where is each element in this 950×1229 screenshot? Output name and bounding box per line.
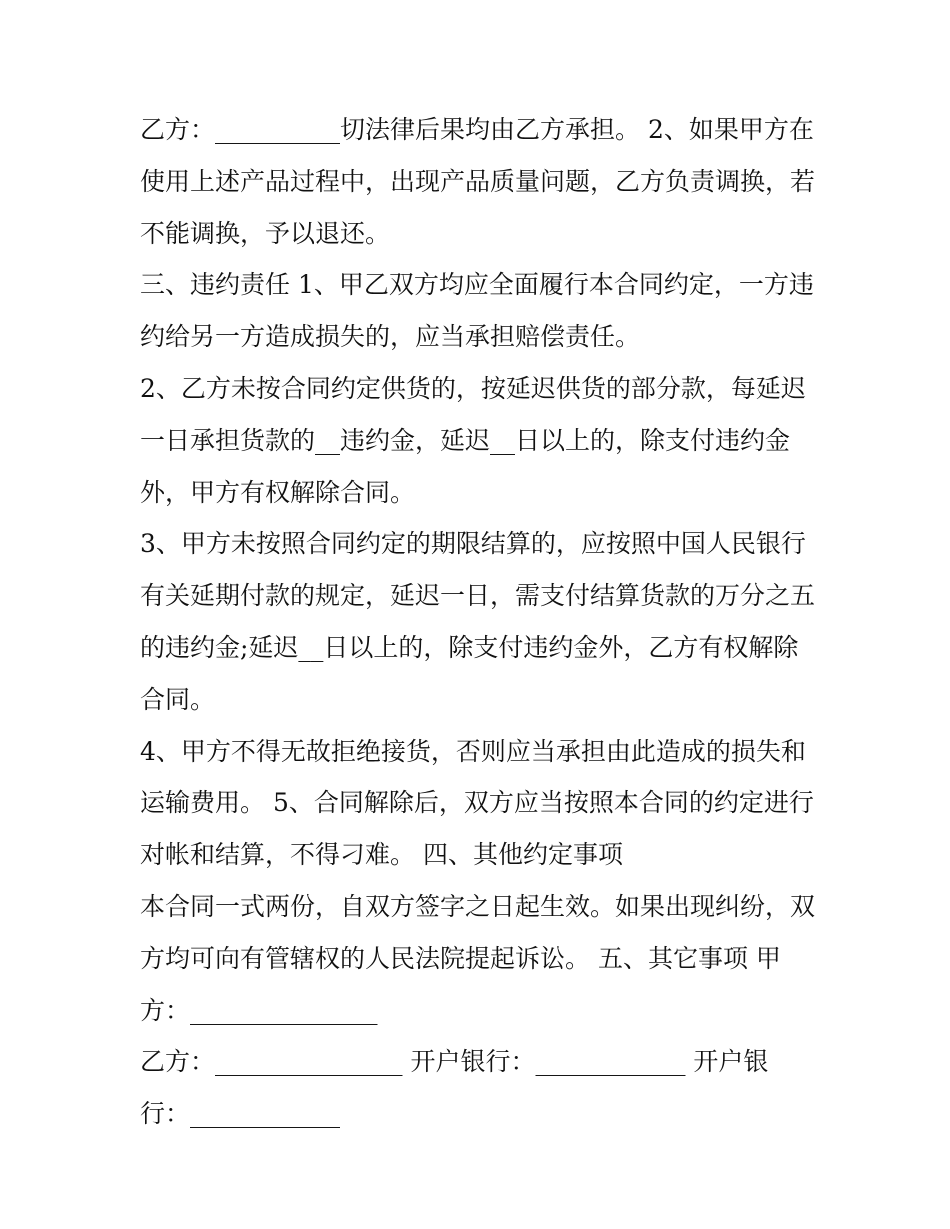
text-line: 运输费用。 5、合同解除后，双方应当按照本合同的约定进行 [140,788,814,818]
text-line: 约给另一方造成损失的，应当承担赔偿责任。 [140,322,641,352]
text-line: 乙方：_______________ 开户银行：____________ 开户银 [140,1047,769,1077]
text-line: 三、违约责任 1、甲乙双方均应全面履行本合同约定，一方违 [140,270,814,300]
text-line: 不能调换，予以退还。 [140,218,391,248]
text-line: 的违约金;延迟__日以上的，除支付违约金外，乙方有权解除 [140,632,799,662]
contract-text [140,104,820,1140]
text-line: 2、乙方未按合同约定供货的，按延迟供货的部分款，每延迟 [140,373,806,403]
text-line: 3、甲方未按照合同约定的期限结算的，应按照中国人民银行 [140,529,806,559]
text-line: 有关延期付款的规定，延迟一日，需支付结算货款的万分之五 [140,581,816,611]
text-line: 一日承担货款的__违约金，延迟__日以上的，除支付违约金 [140,425,791,455]
text-line: 4、甲方不得无故拒绝接货，否则应当承担由此造成的损失和 [140,736,806,766]
text-line: 使用上述产品过程中，出现产品质量问题，乙方负责调换，若 [140,166,816,196]
text-line: 外，甲方有权解除合同。 [140,477,416,507]
text-line: 方均可向有管辖权的人民法院提起诉讼。 五、其它事项 甲 [140,943,781,973]
text-line: 本合同一式两份，自双方签字之日起生效。如果出现纠纷，双 [140,891,816,921]
text-line: 行：____________ [140,1099,341,1129]
text-line: 方：_______________ [140,995,378,1025]
text-line: 对帐和结算，不得刁难。 四、其他约定事项 [140,840,623,870]
text-line: 合同。 [140,684,216,714]
text-line: 乙方：__________切法律后果均由乙方承担。 2、如果甲方在 [140,115,814,144]
